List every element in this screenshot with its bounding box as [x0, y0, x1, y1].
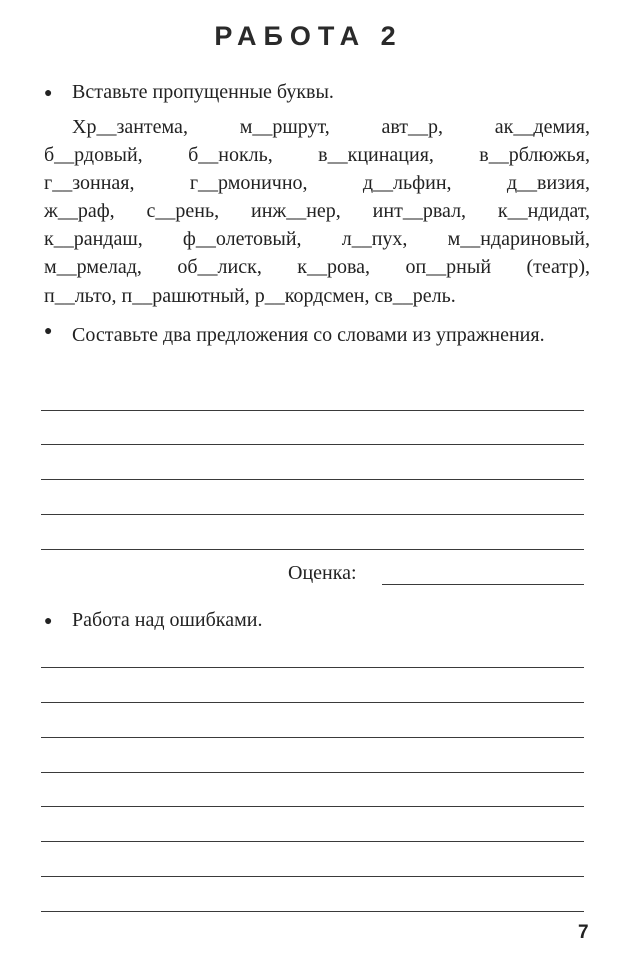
bullet-icon: ● [44, 324, 53, 339]
bullet-icon: ● [44, 86, 53, 101]
bullet-icon: ● [44, 614, 53, 629]
answer-line[interactable] [41, 444, 584, 445]
task-1-instruction: Вставьте пропущенные буквы. [72, 81, 334, 103]
correction-line[interactable] [41, 876, 584, 877]
answer-line[interactable] [41, 549, 584, 550]
task-3-header [44, 607, 590, 633]
exercise-line: к__рандаш, ф__олетовый, л__пух, м__ндариновый, [44, 228, 590, 251]
page-title: РАБОТА 2 [214, 21, 403, 51]
correction-line[interactable] [41, 737, 584, 738]
correction-line[interactable] [41, 911, 584, 912]
exercise-line: ж__раф, с__рень, инж__нер, инт__рвал, к__ндидат, [44, 200, 590, 223]
exercise-line: Хр__зантема, м__ршрут, авт__р, ак__демия, [72, 116, 590, 138]
grade-label: Оценка: [288, 562, 357, 584]
exercise-line: м__рмелад, об__лиск, к__рова, оп__рный (театр), [44, 256, 590, 279]
correction-line[interactable] [41, 702, 584, 703]
correction-line[interactable] [41, 667, 584, 668]
answer-line[interactable] [41, 514, 584, 515]
correction-line[interactable] [41, 841, 584, 842]
correction-line[interactable] [41, 772, 584, 773]
task-2-instruction: Составьте два предложения со словами из упражнения. [72, 324, 545, 346]
correction-line[interactable] [41, 806, 584, 807]
task-1-header [44, 79, 590, 105]
exercise-line: б__рдовый, б__нокль, в__кцинация, в__рблюжья, [44, 144, 590, 167]
grade-field[interactable] [382, 584, 584, 585]
answer-line[interactable] [41, 410, 584, 411]
page-number: 7 [578, 922, 589, 943]
exercise-word-list [44, 113, 590, 310]
answer-line[interactable] [41, 479, 584, 480]
exercise-line: г__зонная, г__рмонично, д__льфин, д__визия, [44, 172, 590, 195]
task-3-instruction: Работа над ошибками. [72, 609, 263, 631]
exercise-line: п__льто, п__рашютный, р__кордсмен, св__рель. [44, 284, 456, 307]
